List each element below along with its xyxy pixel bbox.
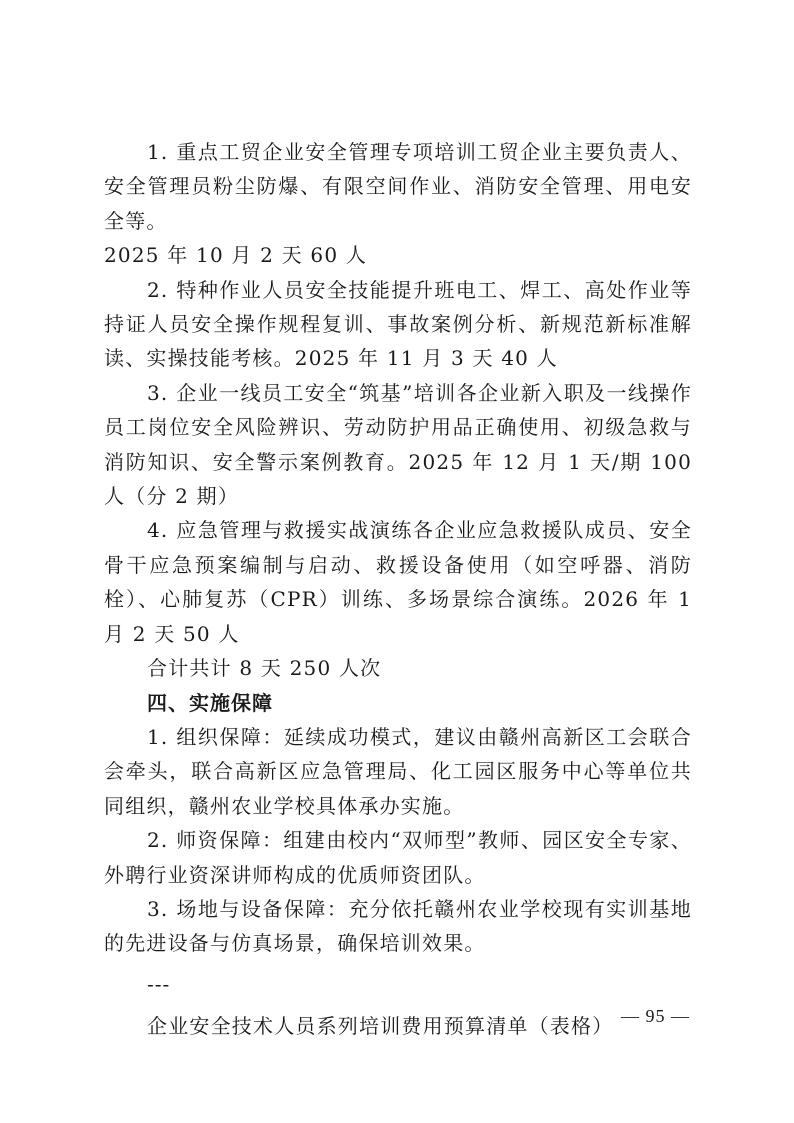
page-number: — 95 — — [621, 1006, 690, 1026]
section-heading: 四、实施保障 — [147, 690, 273, 715]
separator-text: --- — [147, 971, 171, 996]
separator — [104, 961, 692, 1001]
training-item-1-schedule: 2025 年 10 月 2 天 60 人 — [104, 243, 368, 268]
training-item-2: 2. 特种作业人员安全技能提升班电工、焊工、高处作业等持证人员安全操作规程复训、事故案例分析、新规范新标准解读、实操技能考核。2025 年 11 月 3 天 40 人 — [104, 277, 692, 371]
spacer — [104, 1001, 692, 1009]
training-item-3: 3. 企业一线员工安全“筑基”培训各企业新入职及一线操作员工岗位安全风险辨识、劳动防护用品正确使用、初级急救与消防知识、安全警示案例教育。2025 年 12 月 1 天/期 100 人（分 2 期） — [104, 380, 692, 509]
guarantee-teachers: 2. 师资保障：组建由校内“双师型”教师、园区安全专家、外聘行业资深讲师构成的优质师资团队。 — [104, 828, 692, 887]
table-caption: 企业安全技术人员系列培训费用预算清单（表格） — [147, 1014, 614, 1039]
guarantee-organization: 1. 组织保障：延续成功模式，建议由赣州高新区工会联合会牵头，联合高新区应急管理局、化工园区服务中心等单位共同组织，赣州农业学校具体承办实施。 — [104, 724, 692, 818]
training-item-4: 4. 应急管理与救援实战演练各企业应急救援队成员、安全骨干应急预案编制与启动、救援设备使用（如空呼器、消防栓）、心肺复苏（CPR）训练、多场景综合演练。2026 年 1 月 2 天 50 人 — [104, 518, 692, 646]
training-total: 合计共计 8 天 250 人次 — [147, 656, 382, 681]
training-item-1: 1. 重点工贸企业安全管理专项培训工贸企业主要负责人、安全管理员粉尘防爆、有限空间作业、消防安全管理、用电安全等。 — [104, 140, 692, 233]
guarantee-facilities: 3. 场地与设备保障：充分依托赣州农业学校现有实训基地的先进设备与仿真场景，确保培训效果。 — [104, 896, 692, 956]
document-page — [104, 135, 692, 1044]
